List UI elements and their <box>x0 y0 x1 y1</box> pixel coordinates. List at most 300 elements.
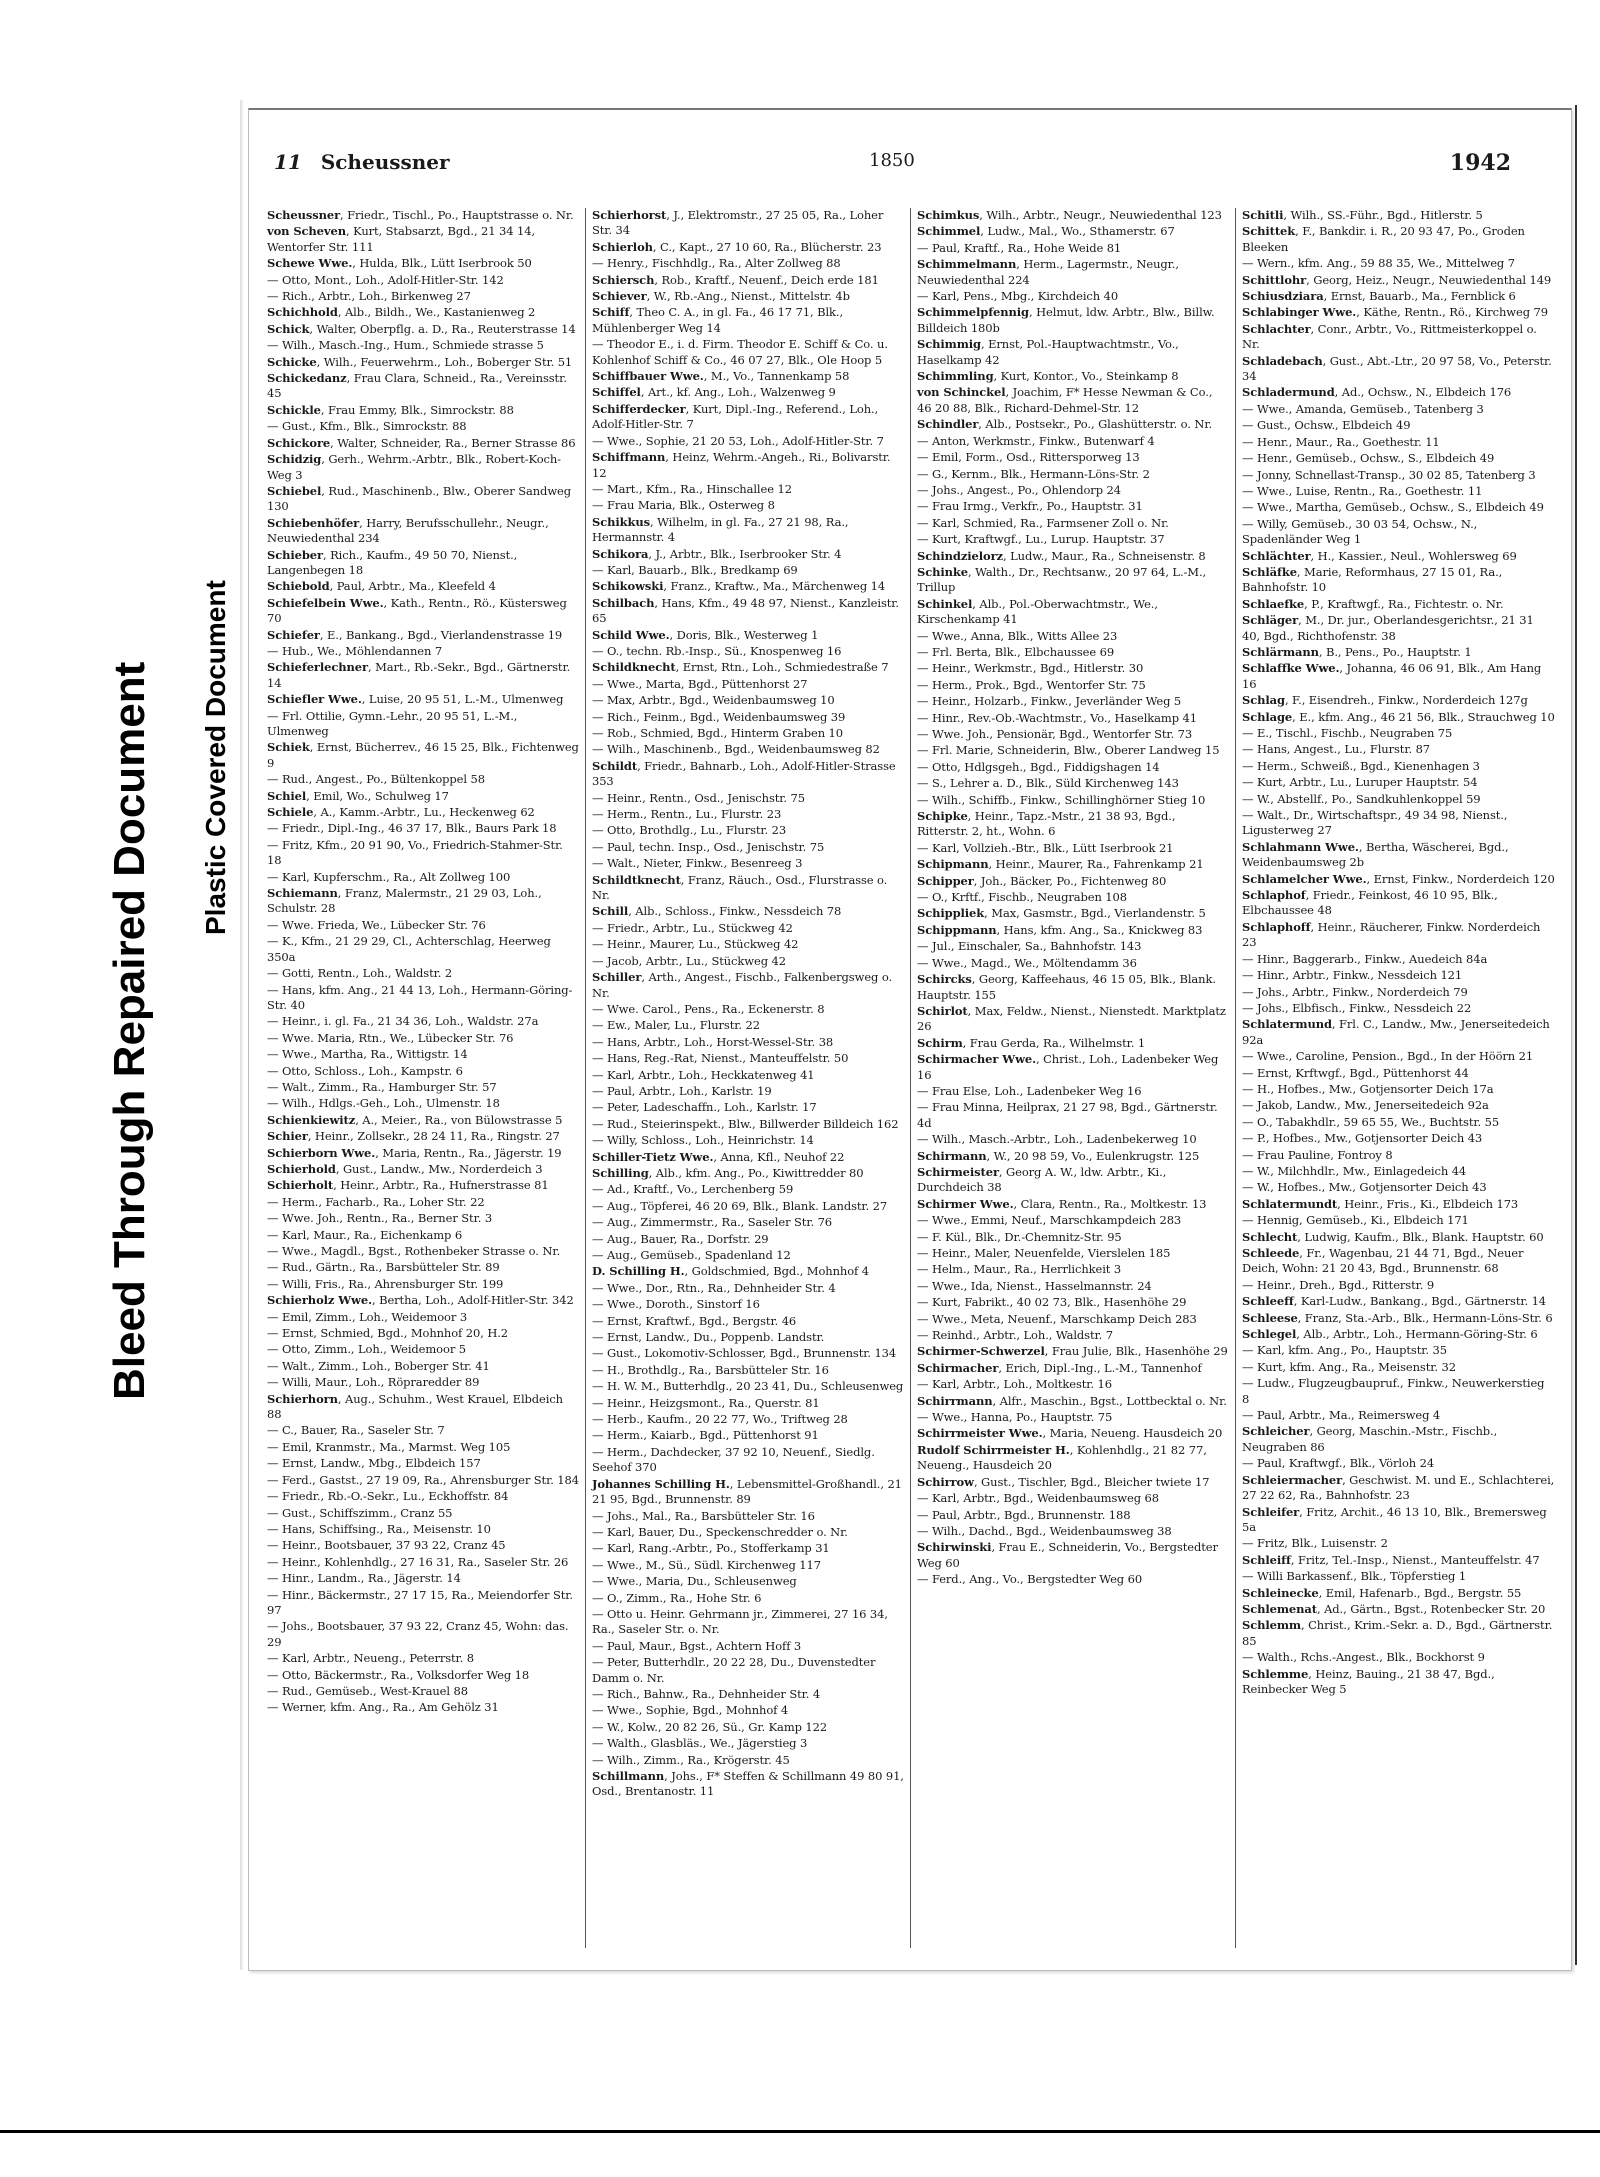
directory-entry: — Wilh., Schiffb., Finkw., Schillinghörner Stieg 10 <box>917 792 1206 807</box>
directory-entry: — Ferd., Ang., Vo., Bergstedter Weg 60 <box>917 1572 1143 1587</box>
directory-entry: — Aug., Gemüseb., Spadenland 12 <box>592 1248 791 1262</box>
directory-entry: — Heinr., Werkmstr., Bgd., Hitlerstr. 30 <box>917 661 1144 676</box>
directory-entry: Schierholz Wwe., Bertha, Loh., Adolf-Hitler-Str. 342 <box>267 1293 574 1308</box>
directory-entry: — W., Milchhdlr., Mw., Einlagedeich 44 <box>1242 1163 1467 1178</box>
directory-entry: — Otto u. Heinr. Gehrmann jr., Zimmerei, 27 16 34, Ra., Saseler Str. o. Nr. <box>592 1606 888 1637</box>
directory-entry: — Gust., Ochsw., Elbdeich 49 <box>1242 418 1411 433</box>
directory-entry: — Reinhd., Arbtr., Loh., Waldstr. 7 <box>917 1328 1113 1343</box>
directory-entry: Schierborn Wwe., Maria, Rentn., Ra., Jägerstr. 19 <box>267 1145 562 1160</box>
directory-entry: Schirmer-Schwerzel, Frau Julie, Blk., Hasenhöhe 29 <box>917 1344 1228 1359</box>
directory-entry: — Wwe., Luise, Rentn., Ra., Goethestr. 11 <box>1242 483 1483 498</box>
directory-entry: — Kurt, Kraftwgf., Lu., Lurup. Hauptstr. 37 <box>917 532 1165 547</box>
directory-entry: Schirmann, W., 20 98 59, Vo., Eulenkrugstr. 125 <box>917 1148 1200 1163</box>
directory-entry: D. Schilling H., Goldschmied, Bgd., Mohnhof 4 <box>592 1264 869 1279</box>
directory-entry: — Hans, Angest., Lu., Flurstr. 87 <box>1242 742 1431 757</box>
directory-entry: — Rich., Arbtr., Loh., Birkenweg 27 <box>267 289 471 304</box>
directory-entry: — Otto, Zimm., Loh., Weidemoor 5 <box>267 1342 466 1357</box>
directory-entry: Schlatermundt, Heinr., Fris., Ki., Elbdeich 173 <box>1242 1196 1519 1211</box>
directory-entry: Schleifer, Fritz, Archit., 46 13 10, Blk., Bremersweg 5a <box>1242 1504 1547 1534</box>
directory-entry: — Rob., Schmied, Bgd., Hinterm Graben 10 <box>592 726 843 740</box>
directory-entry: — Hinr., Bäckermstr., 27 17 15, Ra., Meiendorfer Str. 97 <box>267 1587 573 1617</box>
directory-entry: — Jul., Einschaler, Sa., Bahnhofstr. 143 <box>917 939 1142 954</box>
directory-entry: — Hinr., Arbtr., Finkw., Nessdeich 121 <box>1242 968 1463 983</box>
directory-entry: — Frl. Berta, Blk., Elbchaussee 69 <box>917 644 1115 659</box>
directory-entry: Schlatermund, Frl. C., Landw., Mw., Jenerseitedeich 92a <box>1242 1017 1550 1047</box>
directory-entry: — Frau Minna, Heilprax, 21 27 98, Bgd., Gärtnerstr. 4d <box>917 1100 1218 1130</box>
directory-entry: — Wwe., Sophie, Bgd., Mohnhof 4 <box>592 1703 789 1718</box>
adjacent-page-edge <box>1575 105 1597 1965</box>
directory-entry: Schikora, J., Arbtr., Blk., Iserbrooker Str. 4 <box>592 546 842 561</box>
directory-entry: — Hans, Reg.-Rat, Nienst., Manteuffelstr. 50 <box>592 1051 849 1066</box>
directory-entry: — Max, Arbtr., Bgd., Weidenbaumsweg 10 <box>592 693 835 708</box>
section-name: Scheussner <box>320 150 450 174</box>
directory-entry: — Paul, Arbtr., Loh., Karlstr. 19 <box>592 1083 772 1098</box>
directory-entry: Scheussner, Friedr., Tischl., Po., Hauptstrasse o. Nr. <box>267 208 574 222</box>
directory-entry: — Johs., Elbfisch., Finkw., Nessdeich 22 <box>1242 1000 1472 1015</box>
directory-entry: — Karl, Arbtr., Loh., Heckkatenweg 41 <box>592 1067 815 1082</box>
directory-entry: von Schinckel, Joachim, F* Hesse Newman & Co., 46 20 88, Blk., Richard-Dehmel-Str. 12 <box>917 385 1213 415</box>
directory-entry: — Wilh., Dachd., Bgd., Weidenbaumsweg 38 <box>917 1523 1172 1538</box>
directory-entry: — Rud., Steierinspekt., Blw., Billwerder Billdeich 162 <box>592 1116 899 1131</box>
directory-entry: — Karl, Maur., Ra., Eichenkamp 6 <box>267 1227 463 1242</box>
directory-entry: Schilling, Alb., kfm. Ang., Po., Kiwittredder 80 <box>592 1165 864 1180</box>
directory-entry: — E., Tischl., Fischb., Neugraben 75 <box>1242 726 1453 740</box>
directory-entry: — Frau Maria, Blk., Osterweg 8 <box>592 498 775 513</box>
directory-entry: Schlecht, Ludwig, Kaufm., Blk., Blank. Hauptstr. 60 <box>1242 1229 1544 1244</box>
directory-entry: — Johs., Mal., Ra., Barsbütteler Str. 16 <box>592 1508 815 1523</box>
directory-entry: Schimmig, Ernst, Pol.-Hauptwachtmstr., Vo., Haselkamp 42 <box>917 337 1179 367</box>
directory-entry: — Walt., Nieter, Finkw., Besenreeg 3 <box>592 856 803 871</box>
directory-entry: — Willi, Fris., Ra., Ahrensburger Str. 199 <box>267 1276 504 1291</box>
directory-entry: Schitli, Wilh., SS.-Führ., Bgd., Hitlerstr. 5 <box>1242 208 1483 222</box>
page-shadow <box>240 100 244 1970</box>
directory-entry: — Johs., Angest., Po., Ohlendorp 24 <box>917 482 1121 497</box>
directory-entry: Schild Wwe., Doris, Blk., Westerweg 1 <box>592 627 819 642</box>
directory-entry: — Wwe., Maria, Du., Schleusenweg <box>592 1574 797 1589</box>
directory-entry: Schleinecke, Emil, Hafenarb., Bgd., Bergstr. 55 <box>1242 1585 1522 1600</box>
header-year-left: 1850 <box>869 150 915 171</box>
directory-entry: Schittek, F., Bankdir. i. R., 20 93 47, Po., Groden Bleeken <box>1242 224 1525 254</box>
directory-entry: — Peter, Butterhdlr., 20 22 28, Du., Duvenstedter Damm o. Nr. <box>592 1655 876 1685</box>
directory-entry: Schichhold, Alb., Bildh., We., Kastanienweg 2 <box>267 305 536 320</box>
directory-entry: Schickore, Walter, Schneider, Ra., Berner Strasse 86 <box>267 435 576 450</box>
directory-entry: Schipper, Joh., Bäcker, Po., Fichtenweg 80 <box>917 873 1167 888</box>
directory-entry: Schick, Walter, Oberpflg. a. D., Ra., Reuterstrasse 14 <box>267 321 576 336</box>
directory-entry: Schlemenat, Ad., Gärtn., Bgst., Rotenbecker Str. 20 <box>1242 1601 1546 1616</box>
directory-entry: — Ernst, Schmied, Bgd., Mohnhof 20, H.2 <box>267 1326 509 1341</box>
directory-entry: Schimmelpfennig, Helmut, ldw. Arbtr., Blw., Billw. Billdeich 180b <box>917 305 1215 335</box>
directory-entry: — Fritz, Kfm., 20 91 90, Vo., Friedrich-Stahmer-Str. 18 <box>267 837 563 868</box>
directory-entry: Schierloh, C., Kapt., 27 10 60, Ra., Blücherstr. 23 <box>592 239 882 254</box>
directory-entry: Schirmeister, Georg A. W., ldw. Arbtr., Ki., Durchdeich 38 <box>917 1164 1167 1195</box>
directory-entry: Schladebach, Gust., Abt.-Ltr., 20 97 58, Vo., Peterstr. 34 <box>1242 353 1552 384</box>
directory-entry: Schirwinski, Frau E., Schneiderin, Vo., Bergstedter Weg 60 <box>917 1540 1218 1570</box>
directory-entry: — Aug., Zimmermstr., Ra., Saseler Str. 76 <box>592 1215 833 1230</box>
directory-entry: Schlachter, Conr., Arbtr., Vo., Rittmeisterkoppel o. Nr. <box>1242 321 1537 352</box>
directory-entry: Schleede, Fr., Wagenbau, 21 44 71, Bgd., Neuer Deich, Wohn: 21 20 43, Bgd., Brunnenstr. 68 <box>1242 1246 1524 1276</box>
directory-entry: — Heinr., Bootsbauer, 37 93 22, Cranz 45 <box>267 1538 506 1553</box>
directory-entry: — Karl, Rang.-Arbtr., Po., Stofferkamp 31 <box>592 1541 830 1556</box>
directory-entry: — Helm., Maur., Ra., Herrlichkeit 3 <box>917 1262 1122 1277</box>
directory-entry: Schiller, Arth., Angest., Fischb., Falkenbergsweg o. Nr. <box>592 970 893 1000</box>
directory-entry: — Frau Else, Loh., Ladenbeker Weg 16 <box>917 1083 1142 1098</box>
directory-entry: — Heinr., Kohlenhdlg., 27 16 31, Ra., Saseler Str. 26 <box>267 1554 569 1569</box>
header-section <box>274 150 450 174</box>
directory-entry: — Heinr., Rentn., Osd., Jenischstr. 75 <box>592 790 805 805</box>
directory-entry: Schipmann, Heinr., Maurer, Ra., Fahrenkamp 21 <box>917 857 1204 872</box>
directory-entry: Schieber, Rich., Kaufm., 49 50 70, Nienst., Langenbegen 18 <box>267 547 518 577</box>
directory-entry: — Paul, Maur., Bgst., Achtern Hoff 3 <box>592 1638 802 1653</box>
directory-entry: — Wwe., Anna, Blk., Witts Allee 23 <box>917 628 1118 643</box>
directory-entry: — Henr., Maur., Ra., Goethestr. 11 <box>1242 434 1440 449</box>
directory-entry: Rudolf Schirrmeister H., Kohlenhdlg., 21 82 77, Neueng., Hausdeich 20 <box>917 1442 1207 1473</box>
directory-entry: Schleicher, Georg, Maschin.-Mstr., Fischb., Neugraben 86 <box>1242 1424 1498 1454</box>
directory-entry: Schinke, Walth., Dr., Rechtsanw., 20 97 64, L.-M., Trillup <box>917 564 1207 595</box>
directory-entry: Schlabinger Wwe., Käthe, Rentn., Rö., Kirchweg 79 <box>1242 305 1548 320</box>
directory-entry: — Rud., Gärtn., Ra., Barsbütteler Str. 89 <box>267 1260 500 1275</box>
directory-entry: Schiefler Wwe., Luise, 20 95 51, L.-M., Ulmenweg <box>267 692 564 707</box>
directory-entry: — Wwe. Carol., Pens., Ra., Eckenerstr. 8 <box>592 1001 825 1016</box>
directory-entry: — Wern., kfm. Ang., 59 88 35, We., Mittelweg 7 <box>1242 256 1515 271</box>
directory-entry: — Wilh., Hdlgs.-Geh., Loh., Ulmenstr. 18 <box>267 1096 500 1111</box>
directory-entry: — Emil, Zimm., Loh., Weidemoor 3 <box>267 1309 468 1324</box>
directory-entry: Schiele, A., Kamm.-Arbtr., Lu., Heckenweg 62 <box>267 805 535 820</box>
directory-entry: — H. W. M., Butterhdlg., 20 23 41, Du., Schleusenweg <box>592 1379 904 1394</box>
directory-entry: — Hinr., Landm., Ra., Jägerstr. 14 <box>267 1571 461 1586</box>
directory-entry: Schewe Wwe., Hulda, Blk., Lütt Iserbrook 50 <box>267 256 532 271</box>
directory-entry: Schlemm, Christ., Krim.-Sekr. a. D., Bgd., Gärtnerstr. 85 <box>1242 1618 1553 1648</box>
directory-entry: Schillmann, Johs., F* Steffen & Schillmann 49 80 91, Osd., Brentanostr. 11 <box>592 1769 904 1799</box>
directory-entry: — Walth., Glasbläs., We., Jägerstieg 3 <box>592 1736 808 1751</box>
directory-entry: — Wwe., Martha, Gemüseb., Ochsw., S., Elbdeich 49 <box>1242 500 1544 515</box>
directory-entry: — Heinr., Heizgsmont., Ra., Querstr. 81 <box>592 1395 820 1410</box>
directory-entry: — Herb., Kaufm., 20 22 77, Wo., Triftweg 28 <box>592 1412 848 1427</box>
directory-entry: — Rich., Bahnw., Ra., Dehnheider Str. 4 <box>592 1686 821 1701</box>
directory-entry: — Wwe., Dor., Rtn., Ra., Dehnheider Str. 4 <box>592 1280 836 1295</box>
directory-entry: Schipke, Heinr., Tapz.-Mstr., 21 38 93, Bgd., Ritterstr. 2, ht., Wohn. 6 <box>917 809 1176 839</box>
directory-entry: Schiller-Tietz Wwe., Anna, Kfl., Neuhof 22 <box>592 1149 845 1164</box>
directory-entry: — Aug., Bauer, Ra., Dorfstr. 29 <box>592 1231 769 1246</box>
directory-entry: — Paul, Arbtr., Bgd., Brunnenstr. 188 <box>917 1507 1131 1522</box>
directory-entry: Schlärmann, B., Pens., Po., Hauptstr. 1 <box>1242 644 1472 659</box>
directory-entry: Schikowski, Franz., Kraftw., Ma., Märchenweg 14 <box>592 579 886 594</box>
directory-entry: — Friedr., Dipl.-Ing., 46 37 17, Blk., Baurs Park 18 <box>267 821 557 836</box>
directory-entry: — Ad., Kraftf., Vo., Lerchenberg 59 <box>592 1182 794 1197</box>
directory-entry: — Emil, Kranmstr., Ma., Marmst. Weg 105 <box>267 1439 511 1454</box>
directory-entry: Schlamelcher Wwe., Ernst, Finkw., Norderdeich 120 <box>1242 871 1555 886</box>
directory-entry: — Herm., Schweiß., Bgd., Kienenhagen 3 <box>1242 758 1480 773</box>
column-4 <box>1236 208 1561 1948</box>
directory-entry: Schirrmann, Alfr., Maschin., Bgst., Lottbecktal o. Nr. <box>917 1393 1227 1408</box>
directory-entry: — Wwe., Hanna, Po., Hauptstr. 75 <box>917 1410 1113 1425</box>
directory-entry: — Herm., Dachdecker, 37 92 10, Neuenf., Siedlg. Seehof 370 <box>592 1444 875 1475</box>
directory-entry: Schirlot, Max, Feldw., Nienst., Nienstedt. Marktplatz 26 <box>917 1003 1226 1034</box>
directory-entry: — Karl, Arbtr., Neueng., Peterrstr. 8 <box>267 1651 475 1666</box>
directory-entry: — P., Hofbes., Mw., Gotjensorter Deich 43 <box>1242 1131 1483 1146</box>
directory-page <box>248 108 1572 1971</box>
directory-entry: — Frau Irmg., Verkfr., Po., Hauptstr. 31 <box>917 499 1143 514</box>
directory-entry: — O., techn. Rb.-Insp., Sü., Knospenweg 16 <box>592 643 842 658</box>
directory-entry: Schirmer Wwe., Clara, Rentn., Ra., Moltkestr. 13 <box>917 1196 1207 1211</box>
directory-entry: Schindler, Alb., Postsekr., Po., Glashütterstr. o. Nr. <box>917 417 1213 432</box>
directory-entry: — F. Kül., Blk., Dr.-Chemnitz-Str. 95 <box>917 1229 1122 1244</box>
directory-entry: — Ernst, Kraftwf., Bgd., Bergstr. 46 <box>592 1313 797 1328</box>
directory-entry: — Frl. Marie, Schneiderin, Blw., Oberer Landweg 15 <box>917 743 1220 758</box>
directory-entry: — Kurt, Fabrikt., 40 02 73, Blk., Hasenhöhe 29 <box>917 1295 1187 1310</box>
directory-entry: — Aug., Töpferei, 46 20 69, Blk., Blank. Landstr. 27 <box>592 1198 888 1213</box>
directory-entry: Schleese, Franz, Sta.-Arb., Blk., Hermann-Löns-Str. 6 <box>1242 1310 1553 1325</box>
directory-entry: — Willi, Maur., Loh., Röpraredder 89 <box>267 1375 480 1390</box>
directory-entry: — Paul, techn. Insp., Osd., Jenischstr. 75 <box>592 839 825 854</box>
directory-entry: Schiffmann, Heinz, Wehrm.-Angeh., Ri., Bolivarstr. 12 <box>592 450 891 480</box>
directory-entry: — Walt., Zimm., Ra., Hamburger Str. 57 <box>267 1079 497 1094</box>
directory-entry: — Wwe., Marta, Bgd., Püttenhorst 27 <box>592 676 808 691</box>
directory-entry: — Wwe., Amanda, Gemüseb., Tatenberg 3 <box>1242 401 1484 416</box>
directory-entry: — Johs., Arbtr., Finkw., Norderdeich 79 <box>1242 984 1468 999</box>
directory-entry: Schildknecht, Ernst, Rtn., Loh., Schmiedestraße 7 <box>592 660 889 675</box>
directory-entry: Schikkus, Wilhelm, in gl. Fa., 27 21 98, Ra., Hermannstr. 4 <box>592 514 849 545</box>
directory-entry: — W., Kolw., 20 82 26, Sü., Gr. Kamp 122 <box>592 1719 828 1734</box>
directory-entry: Schleiermacher, Geschwist. M. und E., Schlachterei, 27 22 62, Ra., Bahnhofstr. 23 <box>1242 1472 1555 1503</box>
directory-entry: — Wilh., Zimm., Ra., Krögerstr. 45 <box>592 1752 790 1767</box>
directory-entry: — Karl, Pens., Mbg., Kirchdeich 40 <box>917 289 1119 304</box>
directory-entry: — Wwe., Doroth., Sinstorf 16 <box>592 1297 760 1312</box>
directory-entry: Schlaphof, Friedr., Feinkost, 46 10 95, Blk., Elbchaussee 48 <box>1242 888 1498 918</box>
directory-entry: — Herm., Prok., Bgd., Wentorfer Str. 75 <box>917 677 1146 692</box>
directory-entry: — Gotti, Rentn., Loh., Waldstr. 2 <box>267 966 453 981</box>
directory-entry: — Wwe., Meta, Neuenf., Marschkamp Deich 283 <box>917 1311 1197 1326</box>
directory-entry: — G., Kernm., Blk., Hermann-Löns-Str. 2 <box>917 466 1150 481</box>
directory-entry: — Ernst, Landw., Mbg., Elbdeich 157 <box>267 1456 481 1471</box>
directory-entry: Schippliek, Max, Gasmstr., Bgd., Vierlandenstr. 5 <box>917 906 1206 921</box>
directory-entry: Schiusdziara, Ernst, Bauarb., Ma., Fernblick 6 <box>1242 289 1516 304</box>
directory-entry: — Karl, Arbtr., Bgd., Weidenbaumsweg 68 <box>917 1491 1159 1506</box>
directory-entry: Schittlohr, Georg, Heiz., Neugr., Neuwiedenthal 149 <box>1242 272 1552 287</box>
directory-entry: Schiffel, Art., kf. Ang., Loh., Walzenweg 9 <box>592 385 836 400</box>
directory-entry: — Hinr., Baggerarb., Finkw., Auedeich 84a <box>1242 951 1488 966</box>
directory-entry: Schindzielorz, Ludw., Maur., Ra., Schneisenstr. 8 <box>917 548 1206 563</box>
directory-entry: von Scheven, Kurt, Stabsarzt, Bgd., 21 34 14, Wentorfer Str. 111 <box>267 224 536 254</box>
directory-entry: — Theodor E., i. d. Firm. Theodor E. Schiff & Co. u. Kohlenhof Schiff & Co., 46 07 27, Blk., Ole Hoop 5 <box>592 337 888 367</box>
directory-entry: — Herm., Rentn., Lu., Flurstr. 23 <box>592 807 782 822</box>
directory-entry: — Johs., Bootsbauer, 37 93 22, Cranz 45, Wohn: das. 29 <box>267 1619 569 1649</box>
directory-entry: — K., Kfm., 21 29 29, Cl., Achterschlag, Heerweg 350a <box>267 934 551 964</box>
directory-columns <box>261 208 1561 1948</box>
directory-entry: — Ernst, Landw., Du., Poppenb. Landstr. <box>592 1330 825 1345</box>
directory-entry: — Friedr., Arbtr., Lu., Stückweg 42 <box>592 920 793 935</box>
directory-entry: Schickedanz, Frau Clara, Schneid., Ra., Vereinsstr. 45 <box>267 371 567 401</box>
directory-entry: — S., Lehrer a. D., Blk., Süld Kirchenweg 143 <box>917 776 1179 791</box>
directory-entry: Schiefelbein Wwe., Kath., Rentn., Rö., Küstersweg 70 <box>267 595 567 626</box>
directory-entry: — Wwe. Maria, Rtn., We., Lübecker Str. 76 <box>267 1030 514 1045</box>
directory-entry: — Wilh., Masch.-Arbtr., Loh., Ladenbekerweg 10 <box>917 1132 1197 1147</box>
directory-entry: — Hans, Arbtr., Loh., Horst-Wessel-Str. 38 <box>592 1034 834 1049</box>
directory-entry: — Willy, Schloss., Loh., Heinrichstr. 14 <box>592 1133 814 1148</box>
directory-entry: — W., Hofbes., Mw., Gotjensorter Deich 43 <box>1242 1180 1487 1195</box>
directory-entry: Schierhorst, J., Elektromstr., 27 25 05, Ra., Loher Str. 34 <box>592 208 884 238</box>
directory-entry: Schirrmeister Wwe., Maria, Neueng. Hausdeich 20 <box>917 1426 1223 1441</box>
side-label-plastic-covered: Plastic Covered Document <box>200 580 231 935</box>
directory-entry: Schier, Heinr., Zollsekr., 28 24 11, Ra., Ringstr. 27 <box>267 1129 560 1144</box>
directory-entry: Schildt, Friedr., Bahnarb., Loh., Adolf-Hitler-Strasse 353 <box>592 758 896 789</box>
directory-entry: — Rich., Feinm., Bgd., Weidenbaumsweg 39 <box>592 709 846 724</box>
directory-entry: — H., Hofbes., Mw., Gotjensorter Deich 17a <box>1242 1081 1494 1096</box>
directory-entry: — Ferd., Gastst., 27 19 09, Ra., Ahrensburger Str. 184 <box>267 1472 579 1487</box>
directory-entry: Schicke, Wilh., Feuerwehrm., Loh., Boberger Str. 51 <box>267 354 573 369</box>
directory-entry: Schifferdecker, Kurt, Dipl.-Ing., Referend., Loh., Adolf-Hitler-Str. 7 <box>592 401 879 432</box>
directory-entry: — Hinr., Rev.-Ob.-Wachtmstr., Vo., Haselkamp 41 <box>917 710 1197 725</box>
directory-entry: — Walt., Dr., Wirtschaftspr., 49 34 98, Nienst., Ligusterweg 27 <box>1242 808 1508 838</box>
directory-entry: Schlegel, Alb., Arbtr., Loh., Hermann-Göring-Str. 6 <box>1242 1327 1538 1342</box>
directory-entry: — Wwe., Caroline, Pension., Bgd., In der Höörn 21 <box>1242 1049 1534 1064</box>
header-year-right: 1942 <box>1449 150 1511 176</box>
directory-entry: Schlaphoff, Heinr., Räucherer, Finkw. Norderdeich 23 <box>1242 919 1541 950</box>
column-2 <box>586 208 911 1948</box>
directory-entry: — Jakob, Landw., Mw., Jenerseitedeich 92a <box>1242 1098 1489 1113</box>
directory-entry: Schimmelmann, Herm., Lagermstr., Neugr., Neuwiedenthal 224 <box>917 257 1179 287</box>
directory-entry: — Wwe., Magdl., Bgst., Rothenbeker Strasse o. Nr. <box>267 1244 561 1258</box>
directory-entry: Schiemann, Franz, Malermstr., 21 29 03, Loh., Schulstr. 28 <box>267 886 542 916</box>
directory-entry: — Karl, Kupferschm., Ra., Alt Zollweg 100 <box>267 869 511 884</box>
directory-entry: — Hans, Schiffsing., Ra., Meisenstr. 10 <box>267 1521 491 1536</box>
directory-entry: Schläfke, Marie, Reformhaus, 27 15 01, Ra., Bahnhofstr. 10 <box>1242 564 1503 595</box>
directory-entry: Schill, Alb., Schloss., Finkw., Nessdeich 78 <box>592 904 842 919</box>
directory-entry: — Karl, kfm. Ang., Po., Hauptstr. 35 <box>1242 1343 1447 1358</box>
directory-entry: — Wilh., Maschinenb., Bgd., Weidenbaumsweg 82 <box>592 742 880 757</box>
directory-entry: — Mart., Kfm., Ra., Hinschallee 12 <box>592 481 792 496</box>
directory-entry: Schierhold, Gust., Landw., Mw., Norderdeich 3 <box>267 1161 543 1176</box>
directory-entry: Schiek, Ernst, Bücherrev., 46 15 25, Blk., Fichtenweg 9 <box>267 740 579 770</box>
directory-entry: — Karl, Schmied, Ra., Farmsener Zoll o. Nr. <box>917 515 1169 530</box>
directory-entry: — Paul, Arbtr., Ma., Reimersweg 4 <box>1242 1408 1441 1423</box>
directory-entry: — Wilh., Masch.-Ing., Hum., Schmiede strasse 5 <box>267 338 544 353</box>
directory-entry: — Henry., Fischhdlg., Ra., Alter Zollweg 88 <box>592 256 841 271</box>
directory-entry: — Hans, kfm. Ang., 21 44 13, Loh., Hermann-Göring-Str. 40 <box>267 982 573 1012</box>
directory-entry: — Rud., Gemüseb., West-Krauel 88 <box>267 1683 468 1698</box>
directory-entry: — Wwe. Joh., Rentn., Ra., Berner Str. 3 <box>267 1211 493 1226</box>
directory-entry: Schlaffke Wwe., Johanna, 46 06 91, Blk., Am Hang 16 <box>1242 661 1542 691</box>
directory-entry: Schiersch, Rob., Kraftf., Neuenf., Deich erde 181 <box>592 272 879 287</box>
directory-entry: Schiefer, E., Bankang., Bgd., Vierlandenstrasse 19 <box>267 627 563 642</box>
directory-entry: — Ernst, Krftwgf., Bgd., Püttenhorst 44 <box>1242 1065 1469 1080</box>
directory-entry: — Paul, Kraftwgf., Blk., Vörloh 24 <box>1242 1456 1435 1471</box>
directory-entry: Schlag, F., Eisendreh., Finkw., Norderdeich 127g <box>1242 693 1528 708</box>
directory-entry: Schirrow, Gust., Tischler, Bgd., Bleicher twiete 17 <box>917 1474 1210 1489</box>
directory-entry: Schlaefke, P., Kraftwgf., Ra., Fichtestr. o. Nr. <box>1242 596 1504 611</box>
section-number: 11 <box>274 150 302 174</box>
directory-entry: Schimmling, Kurt, Kontor., Vo., Steinkamp 8 <box>917 369 1179 384</box>
directory-entry: — Kurt, Arbtr., Lu., Luruper Hauptstr. 54 <box>1242 775 1478 790</box>
directory-entry: — Kurt, kfm. Ang., Ra., Meisenstr. 32 <box>1242 1359 1456 1374</box>
directory-entry: Schlemme, Heinz, Bauing., 21 38 47, Bgd., Reinbecker Weg 5 <box>1242 1666 1495 1696</box>
directory-entry: — Walt., Zimm., Loh., Boberger Str. 41 <box>267 1358 490 1373</box>
directory-entry: Schiff, Theo C. A., in gl. Fa., 46 17 71, Blk., Mühlenberger Weg 14 <box>592 305 844 335</box>
directory-entry: — Willi Barkassenf., Blk., Töpferstieg 1 <box>1242 1569 1467 1584</box>
directory-entry: Schircks, Georg, Kaffeehaus, 46 15 05, Blk., Blank. Hauptstr. 155 <box>917 972 1216 1002</box>
directory-entry: — Heinr., Holzarb., Finkw., Jeverländer Weg 5 <box>917 694 1182 709</box>
column-1 <box>261 208 586 1948</box>
directory-entry: — Heinr., Maler, Neuenfelde, Vierslelen 185 <box>917 1246 1171 1260</box>
directory-entry: — Otto, Hdlgsgeh., Bgd., Fiddigshagen 14 <box>917 759 1160 774</box>
directory-entry: — Jacob, Arbtr., Lu., Stückweg 42 <box>592 953 786 968</box>
directory-entry: — H., Brothdlg., Ra., Barsbütteler Str. 16 <box>592 1362 829 1377</box>
directory-entry: — Werner, kfm. Ang., Ra., Am Gehölz 31 <box>267 1700 499 1715</box>
directory-entry: — Peter, Ladeschaffn., Loh., Karlstr. 17 <box>592 1100 817 1115</box>
directory-entry: Schimmel, Ludw., Mal., Wo., Sthamerstr. 67 <box>917 224 1175 239</box>
directory-entry: Schirm, Frau Gerda, Ra., Wilhelmstr. 1 <box>917 1035 1146 1050</box>
directory-entry: — Karl, Bauarb., Blk., Bredkamp 69 <box>592 562 798 577</box>
directory-entry: — Karl, Bauer, Du., Speckenschredder o. Nr. <box>592 1524 848 1539</box>
directory-entry: — Gust., Lokomotiv-Schlosser, Bgd., Brunnenstr. 134 <box>592 1346 897 1361</box>
directory-entry: — O., Krftf., Fischb., Neugraben 108 <box>917 890 1127 905</box>
column-3 <box>911 208 1236 1948</box>
directory-entry: — Herm., Facharb., Ra., Loher Str. 22 <box>267 1194 485 1209</box>
directory-entry: — Gust., Schiffszimm., Cranz 55 <box>267 1505 453 1520</box>
directory-entry: — Wwe. Frieda, We., Lübecker Str. 76 <box>267 917 486 932</box>
directory-entry: Schildtknecht, Franz, Räuch., Osd., Flurstrasse o. Nr. <box>592 872 888 903</box>
directory-entry: — Ew., Maler, Lu., Flurstr. 22 <box>592 1018 760 1033</box>
directory-entry: Johannes Schilling H., Lebensmittel-Großhandl., 21 21 95, Bgd., Brunnenstr. 89 <box>592 1476 902 1507</box>
directory-entry: Schidzig, Gerh., Wehrm.-Arbtr., Blk., Robert-Koch-Weg 3 <box>267 452 561 482</box>
directory-entry: — Otto, Brothdlg., Lu., Flurstr. 23 <box>592 823 787 838</box>
directory-entry: Schiffbauer Wwe., M., Vo., Tannenkamp 58 <box>592 369 850 384</box>
directory-entry: — Wwe., Ida, Nienst., Hasselmannstr. 24 <box>917 1278 1152 1293</box>
directory-entry: Schlächter, H., Kassier., Neul., Wohlersweg 69 <box>1242 548 1517 563</box>
directory-entry: — Frl. Ottilie, Gymn.-Lehr., 20 95 51, L.-M., Ulmenweg <box>267 708 518 738</box>
directory-entry: — Wwe. Joh., Pensionär, Bgd., Wentorfer Str. 73 <box>917 727 1193 741</box>
side-label-bleed-through: Bleed Through Repaired Document <box>105 661 154 1400</box>
directory-entry: — Heinr., Maurer, Lu., Stückweg 42 <box>592 937 799 952</box>
directory-entry: — Jonny, Schnellast-Transp., 30 02 85, Tatenberg 3 <box>1242 467 1536 482</box>
directory-entry: Schiel, Emil, Wo., Schulweg 17 <box>267 788 449 803</box>
directory-entry: Schirmacher, Erich, Dipl.-Ing., L.-M., Tannenhof <box>917 1360 1202 1375</box>
directory-entry: — Wwe., Magd., We., Möltendamm 36 <box>917 955 1137 970</box>
directory-entry: Schlahmann Wwe., Bertha, Wäscherei, Bgd., Weidenbaumsweg 2b <box>1242 839 1509 870</box>
directory-entry: Schieferlechner, Mart., Rb.-Sekr., Bgd., Gärtnerstr. 14 <box>267 660 571 690</box>
directory-entry: — Heinr., Dreh., Bgd., Ritterstr. 9 <box>1242 1277 1435 1292</box>
directory-entry: — Karl, Vollzieh.-Btr., Blk., Lütt Iserbrook 21 <box>917 840 1174 855</box>
directory-entry: — Herm., Kaiarb., Bgd., Püttenhorst 91 <box>592 1428 819 1443</box>
directory-entry: — Fritz, Blk., Luisenstr. 2 <box>1242 1536 1388 1551</box>
directory-entry: — Heinr., i. gl. Fa., 21 34 36, Loh., Waldstr. 27a <box>267 1014 539 1029</box>
directory-entry: Schlage, E., kfm. Ang., 46 21 56, Blk., Strauchweg 10 <box>1242 709 1555 724</box>
scan-top-margin <box>0 0 1600 95</box>
directory-entry: — Wwe., M., Sü., Südl. Kirchenweg 117 <box>592 1557 821 1572</box>
directory-entry: Schienkiewitz, A., Meier., Ra., von Bülowstrasse 5 <box>267 1112 563 1127</box>
directory-entry: — Hennig, Gemüseb., Ki., Elbdeich 171 <box>1242 1213 1469 1228</box>
scan-bottom-rule <box>0 2130 1600 2133</box>
directory-entry: Schiebel, Rud., Maschinenb., Blw., Oberer Sandweg 130 <box>267 483 572 514</box>
directory-entry: Schickle, Frau Emmy, Blk., Simrockstr. 88 <box>267 402 514 417</box>
directory-entry: Schimkus, Wilh., Arbtr., Neugr., Neuwiedenthal 123 <box>917 208 1222 222</box>
directory-entry: Schladermund, Ad., Ochsw., N., Elbdeich 176 <box>1242 385 1512 400</box>
directory-entry: Schiever, W., Rb.-Ang., Nienst., Mittelstr. 4b <box>592 289 850 304</box>
directory-entry: — Henr., Gemüseb., Ochsw., S., Elbdeich 49 <box>1242 451 1495 466</box>
directory-entry: Schläger, M., Dr. jur., Oberlandesgerichtsr., 21 31 40, Bgd., Richthofenstr. 38 <box>1242 613 1534 643</box>
directory-entry: — W., Abstellf., Po., Sandkuhlenkoppel 59 <box>1242 791 1481 806</box>
directory-entry: — Walth., Rchs.-Angest., Blk., Bockhorst 9 <box>1242 1650 1485 1665</box>
directory-entry: — Emil, Form., Osd., Rittersporweg 13 <box>917 450 1140 465</box>
directory-entry: — Otto, Bäckermstr., Ra., Volksdorfer Weg 18 <box>267 1667 530 1682</box>
directory-entry: — Frau Pauline, Fontroy 8 <box>1242 1147 1393 1162</box>
directory-entry: — Gust., Kfm., Blk., Simrockstr. 88 <box>267 419 467 434</box>
directory-entry: Schirmacher Wwe., Christ., Loh., Ladenbeker Weg 16 <box>917 1052 1219 1082</box>
directory-entry: Schippmann, Hans, kfm. Ang., Sa., Knickweg 83 <box>917 922 1203 937</box>
directory-entry: — O., Tabakhdlr., 59 65 55, We., Buchtstr. 55 <box>1242 1114 1500 1129</box>
directory-entry: Schleeff, Karl-Ludw., Bankang., Bgd., Gärtnerstr. 14 <box>1242 1294 1547 1309</box>
directory-entry: — Otto, Schloss., Loh., Kampstr. 6 <box>267 1063 463 1078</box>
directory-entry: — Karl, Arbtr., Loh., Moltkestr. 16 <box>917 1377 1112 1392</box>
